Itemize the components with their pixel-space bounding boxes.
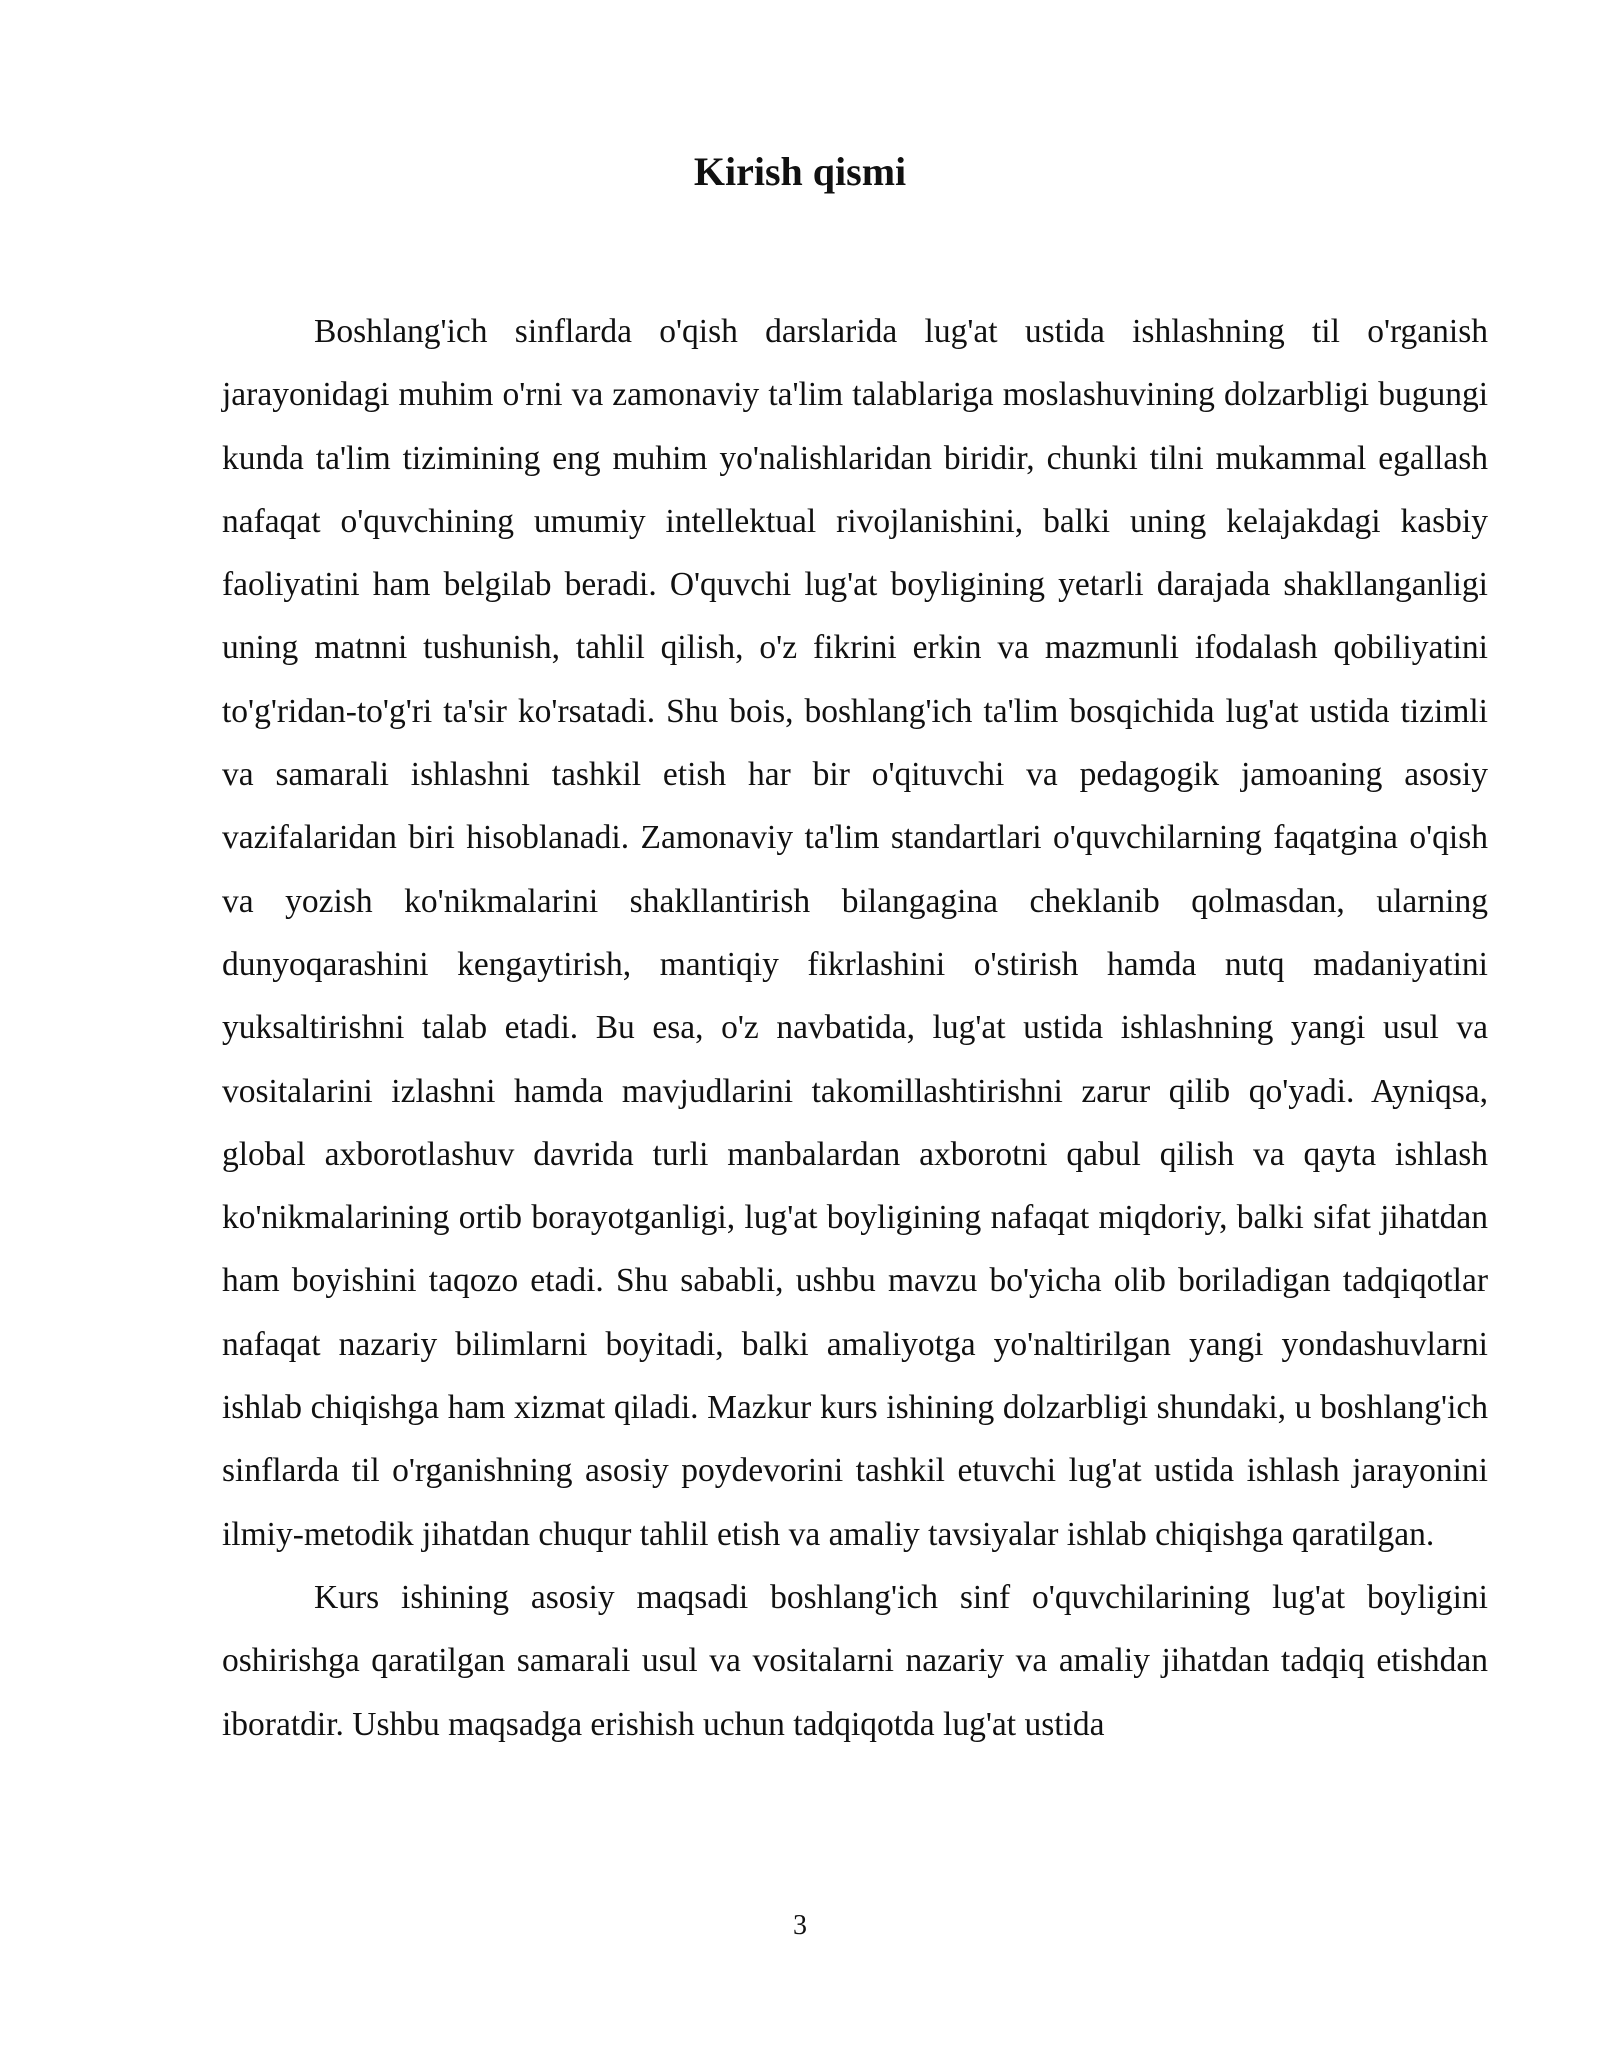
paragraph-1: Boshlang'ich sinflarda o'qish darslarida lug'at ustida ishlashning til o'rganish jarayonidagi muhim o'rni va zamonaviy ta'lim talablariga moslashuvining dolzarbligi bugungi kunda ta'lim tizimining eng muhim yo'nalishlaridan biridir, chunki tilni mukammal egallash nafaqat o'quvchining umumiy intellektual rivojlanishini, balki uning kelajakdagi kasbiy faoliyatini ham belgilab beradi. O'quvchi lug'at boyligining yetarli darajada shakllanganligi uning matnni tushunish, tahlil qilish, o'z fikrini erkin va mazmunli ifodalash qobiliyatini to'g'ridan-to'g'ri ta'sir ko'rsatadi. Shu bois, boshlang'ich ta'lim bosqichida lug'at ustida tizimli va samarali ishlashni tashkil etish har bir o'qituvchi va pedagogik jamoaning asosiy vazifalaridan biri hisoblanadi. Zamonaviy ta'lim standartlari o'quvchilarning faqatgina o'qish va yozish ko'nikmalarini shakllantirish bilangagina cheklanib qolmasdan, ularning dunyoqarashini kengaytirish, mantiqiy fikrlashini o'stirish hamda nutq madaniyatini yuksaltirishni talab etadi. Bu esa, o'z navbatida, lug'at ustida ishlashning yangi usul va vositalarini izlashni hamda mavjudlarini takomillashtirishni zarur qilib qo'yadi. Ayniqsa, global axborotlashuv davrida turli manbalardan axborotni qabul qilish va qayta ishlash ko'nikmalarining ortib borayotganligi, lug'at boyligining nafaqat miqdoriy, balki sifat jihatdan ham boyishini taqozo etadi. Shu sababli, ushbu mavzu bo'yicha olib boriladigan tadqiqotlar nafaqat nazariy bilimlarni boyitadi, balki amaliyotga yo'naltirilgan yangi yondashuvlarni ishlab chiqishga ham xizmat qiladi. Mazkur kurs ishining dolzarbligi shundaki, u boshlang'ich sinflarda til o'rganishning asosiy poydevorini tashkil etuvchi lug'at ustida ishlash jarayonini ilmiy-metodik jihatdan chuqur tahlil etish va amaliy tavsiyalar ishlab chiqishga qaratilgan. xyxy=(222,313,1488,1553)
body-text xyxy=(222,300,1488,1756)
page-number: 3 xyxy=(793,1910,807,1941)
page-title: Kirish qismi xyxy=(693,149,907,194)
paragraph-2: Kurs ishining asosiy maqsadi boshlang'ich sinf o'quvchilarining lug'at boyligini oshirishga qaratilgan samarali usul va vositalarni nazariy va amaliy jihatdan tadqiq etishdan iboratdir. Ushbu maqsadga erishish uchun tadqiqotda lug'at ustida xyxy=(222,1578,1488,1743)
